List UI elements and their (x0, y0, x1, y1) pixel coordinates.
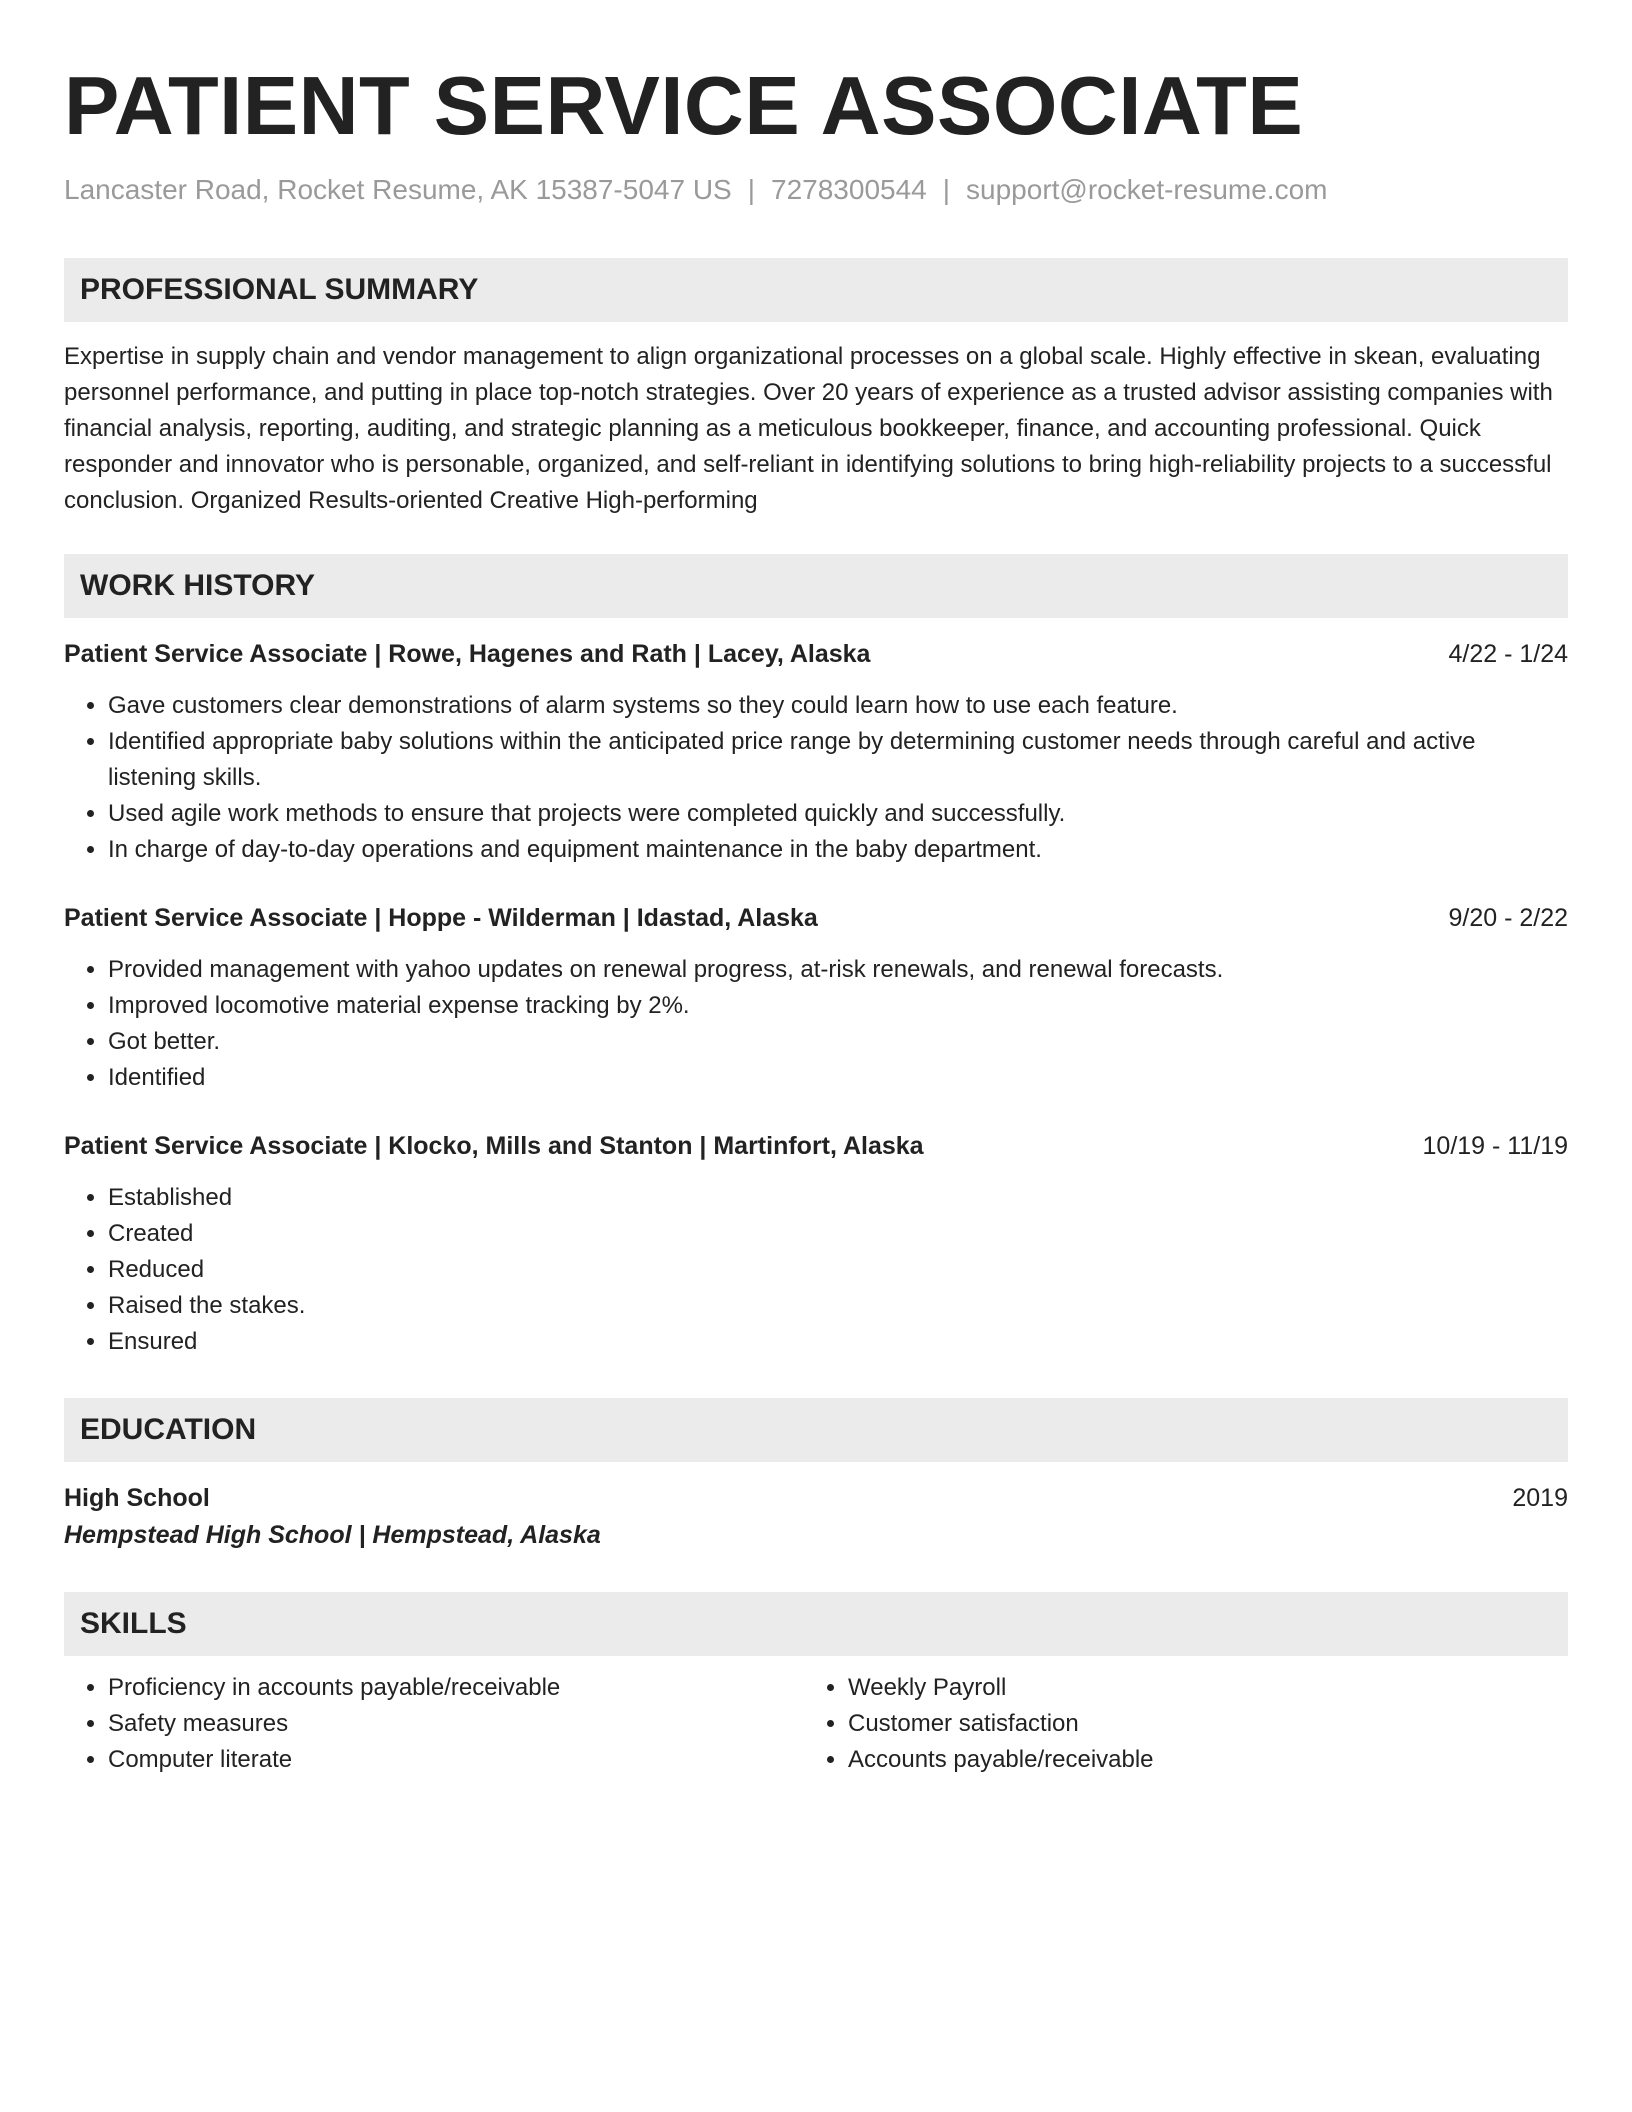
job-title: Patient Service Associate | Hoppe - Wilderman | Idastad, Alaska (64, 904, 818, 932)
skills-column-left (64, 1670, 804, 1778)
bullet-item: • Gave customers clear demonstrations of alarm systems so they could learn how to use each feature. (108, 688, 1568, 724)
education-degree: High School (64, 1484, 210, 1512)
education-entry (64, 1480, 1568, 1554)
contact-email: support@rocket-resume.com (966, 174, 1328, 205)
skills-list (64, 1670, 804, 1778)
skill-item: • Accounts payable/receivable (848, 1742, 1544, 1778)
job-bullets (64, 952, 1568, 1096)
bullet-item: • In charge of day-to-day operations and equipment maintenance in the baby department. (108, 832, 1568, 868)
bullet-item: • Provided management with yahoo updates on renewal progress, at-risk renewals, and renewal forecasts. (108, 952, 1568, 988)
bullet-item: • Raised the stakes. (108, 1288, 1568, 1324)
bullet-item: • Established (108, 1180, 1568, 1216)
skill-item: • Proficiency in accounts payable/receivable (108, 1670, 804, 1706)
job-entry (64, 1128, 1568, 1360)
job-header (64, 1128, 1568, 1164)
job-bullets (64, 688, 1568, 868)
job-dates: 9/20 - 2/22 (1448, 904, 1568, 932)
bullet-item: • Ensured (108, 1324, 1568, 1360)
job-title: Patient Service Associate | Rowe, Hagenes and Rath | Lacey, Alaska (64, 640, 871, 668)
skill-item: • Computer literate (108, 1742, 804, 1778)
contact-separator: | (747, 174, 756, 205)
skills-grid (64, 1670, 1568, 1778)
bullet-item: • Improved locomotive material expense tracking by 2%. (108, 988, 1568, 1024)
job-header (64, 900, 1568, 936)
education-school: Hempstead High School | Hempstead, Alaska (64, 1521, 601, 1549)
section-header-summary: PROFESSIONAL SUMMARY (64, 258, 1568, 322)
skills-list (804, 1670, 1544, 1778)
section-header-skills: SKILLS (64, 1592, 1568, 1656)
job-entry (64, 636, 1568, 868)
education-year: 2019 (1512, 1484, 1568, 1512)
contact-phone: 7278300544 (771, 174, 927, 205)
contact-address: Lancaster Road, Rocket Resume, AK 15387-5047 US (64, 174, 732, 205)
job-dates: 4/22 - 1/24 (1448, 640, 1568, 668)
education-header (64, 1480, 1568, 1516)
job-title: Patient Service Associate | Klocko, Mills and Stanton | Martinfort, Alaska (64, 1132, 924, 1160)
bullet-item: • Got better. (108, 1024, 1568, 1060)
contact-separator: | (942, 174, 951, 205)
bullet-item: • Identified (108, 1060, 1568, 1096)
skill-item: • Weekly Payroll (848, 1670, 1544, 1706)
job-entry (64, 900, 1568, 1096)
section-header-work-history: WORK HISTORY (64, 554, 1568, 618)
bullet-item: • Used agile work methods to ensure that projects were completed quickly and successfully. (108, 796, 1568, 832)
skill-item: • Customer satisfaction (848, 1706, 1544, 1742)
bullet-item: • Reduced (108, 1252, 1568, 1288)
job-header (64, 636, 1568, 672)
summary-text: Expertise in supply chain and vendor management to align organizational processes on a global scale. Highly effective in skean, evaluating personnel performance, and putting in place top-notch strategies. Over 20 years of experience as a trusted advisor assisting companies with financial analysis, reporting, auditing, and strategic planning as a meticulous bookkeeper, finance, and accounting professional. Quick responder and innovator who is personable, organized, and self-reliant in identifying solutions to bring high-reliability projects to a successful conclusion. Organized Results-oriented Creative High-performing (64, 343, 1553, 514)
job-dates: 10/19 - 11/19 (1422, 1132, 1568, 1160)
bullet-item: • Created (108, 1216, 1568, 1252)
skill-item: • Safety measures (108, 1706, 804, 1742)
section-header-education: EDUCATION (64, 1398, 1568, 1462)
bullet-item: • Identified appropriate baby solutions within the anticipated price range by determining customer needs through careful and active listening skills. (108, 724, 1568, 796)
skills-column-right (804, 1670, 1544, 1778)
job-bullets (64, 1180, 1568, 1360)
resume-title: PATIENT SERVICE ASSOCIATE (64, 59, 1304, 152)
contact-line (64, 172, 1568, 208)
